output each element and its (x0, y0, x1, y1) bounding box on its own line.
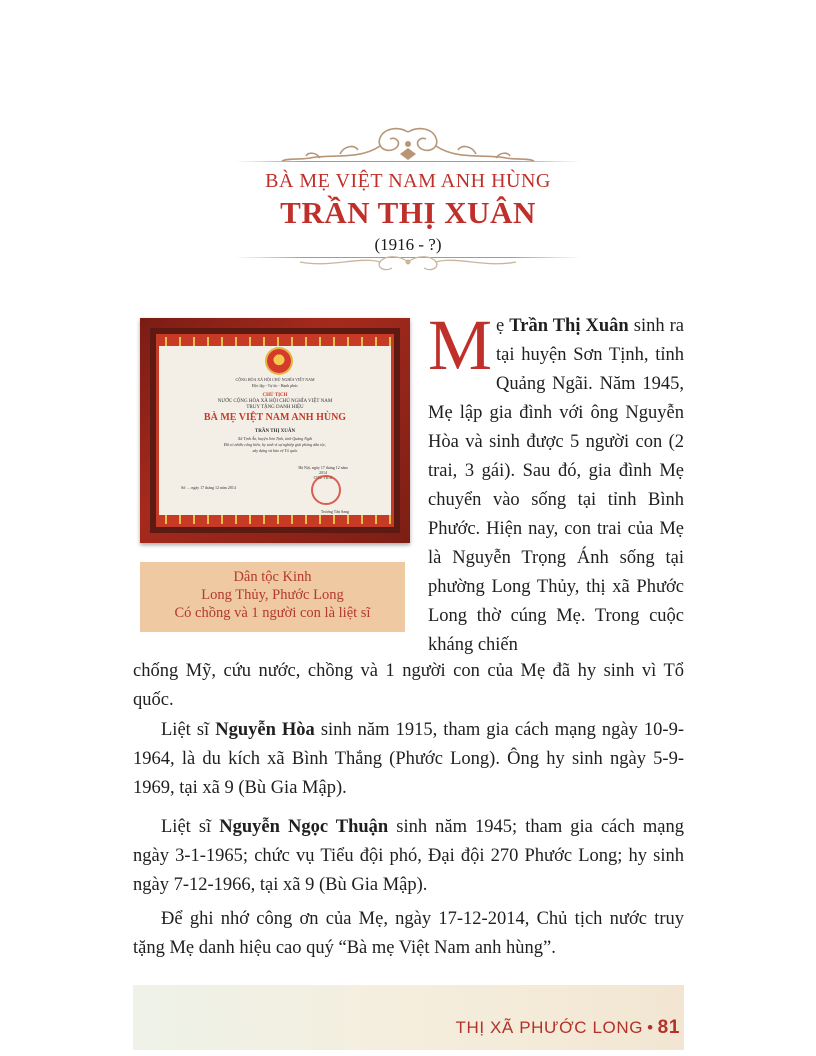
intro-text: sinh ra tại huyện Sơn Tịnh, tỉnh Quảng Ngãi. Năm 1945, Mẹ lập gia đình với ông Nguyễn Hòa và sinh được 5 người con (2 trai, 3 gái). Sau đó, gia đình Mẹ chuyển vào sống tại tỉnh Bình Phước. Hiện nay, con trai của Mẹ là Nguyễn Trọng Ánh sống tại phường Long Thủy, thị xã Phước Long thờ cúng Mẹ. Trong cuộc kháng chiến (428, 316, 684, 655)
paragraph-martyr-2 (133, 813, 684, 900)
intro-paragraph (428, 305, 684, 660)
certificate-line: CHỦ TỊCH (262, 393, 288, 398)
paragraph-martyr-1 (133, 716, 684, 803)
caption-line: Dân tộc Kinh (233, 569, 312, 585)
intro-name-bold: Trần Thị Xuân (509, 316, 629, 336)
certificate-line: Đã có nhiều công hiến, hy sinh vì sự nghiệp giải phóng dân tộc, (223, 442, 327, 447)
footer-separator: • (647, 1018, 654, 1037)
certificate-line: CỘNG HÒA XÃ HỘI CHỦ NGHĨA VIỆT NAM (235, 377, 315, 382)
caption-line: Có chồng và 1 người con là liệt sĩ (174, 605, 371, 621)
certificate-line: Xã Tịnh Ấn, huyện Sơn Tịnh, tỉnh Quảng Ngãi (237, 436, 313, 441)
certificate-title: BÀ MẸ VIỆT NAM ANH HÙNG (203, 412, 347, 423)
certificate-recipient: TRẦN THỊ XUÂN (254, 429, 296, 434)
certificate-line: TRUY TẶNG DANH HIỆU (246, 405, 304, 410)
martyr-name-bold: Nguyễn Ngọc Thuận (219, 817, 389, 837)
page-title: TRẦN THỊ XUÂN (280, 195, 536, 230)
certificate-number: Số: ... ngày 17 tháng 12 năm 2014 (181, 485, 236, 490)
certificate-border-bottom (159, 515, 391, 524)
caption-line: Long Thủy, Phước Long (201, 587, 344, 603)
martyr-name-bold: Nguyễn Hòa (215, 720, 315, 740)
header-rule-top (235, 161, 581, 162)
intro-text: ẹ (496, 316, 510, 336)
certificate-line: xây dựng và bảo vệ Tổ quốc (252, 448, 298, 453)
paragraph-honor: Để ghi nhớ công ơn của Mẹ, ngày 17-12-2014, Chủ tịch nước truy tặng Mẹ danh hiệu cao quý “Bà mẹ Việt Nam anh hùng”. (133, 909, 684, 958)
drop-cap: M (428, 305, 493, 385)
ornament-bottom-icon (290, 250, 526, 274)
paragraph-text: Liệt sĩ (161, 817, 220, 837)
page-number: 81 (657, 1017, 680, 1038)
red-seal-icon (311, 475, 341, 505)
life-years: (1916 - ?) (374, 235, 442, 254)
certificate-sign-role: CHỦ TỊCH (313, 475, 333, 480)
certificate-image (140, 318, 410, 543)
image-caption (140, 562, 405, 632)
national-emblem-icon (267, 349, 291, 373)
certificate-border-top (159, 337, 391, 346)
footer-label: THỊ XÃ PHƯỚC LONG (455, 1018, 644, 1037)
certificate-mat (150, 328, 400, 533)
paragraph-text: sinh năm 1915, tham gia cách mạng ngày 10-9-1964, là du kích xã Bình Thắng (Phước Long). Ông hy sinh ngày 5-9-1969, tại xã 9 (Bù Gia Mập). (133, 720, 684, 798)
paragraph-text: sinh năm 1945; tham gia cách mạng ngày 3-1-1965; chức vụ Tiểu đội phó, Đại đội 270 Phước Long; hy sinh ngày 7-12-1966, tại xã 9 (Bù Gia Mập). (133, 817, 684, 895)
certificate-signer: Trương Tấn Sang (320, 509, 349, 514)
page-footer (455, 1017, 680, 1039)
certificate-paper (156, 334, 394, 527)
certificate-line: NƯỚC CỘNG HÒA XÃ HỘI CHỦ NGHĨA VIỆT NAM (217, 399, 333, 404)
section-subtitle: BÀ MẸ VIỆT NAM ANH HÙNG (265, 170, 551, 192)
certificate-line: Độc lập - Tự do - Hạnh phúc (251, 383, 299, 388)
certificate-sign-place: Hà Nội, ngày 17 tháng 12 năm 2014 (298, 465, 348, 475)
ornament-top-icon (280, 124, 536, 170)
paragraph-text: Liệt sĩ (161, 720, 216, 740)
intro-paragraph-continued: chống Mỹ, cứu nước, chồng và 1 người con của Mẹ đã hy sinh vì Tổ quốc. (133, 661, 684, 710)
